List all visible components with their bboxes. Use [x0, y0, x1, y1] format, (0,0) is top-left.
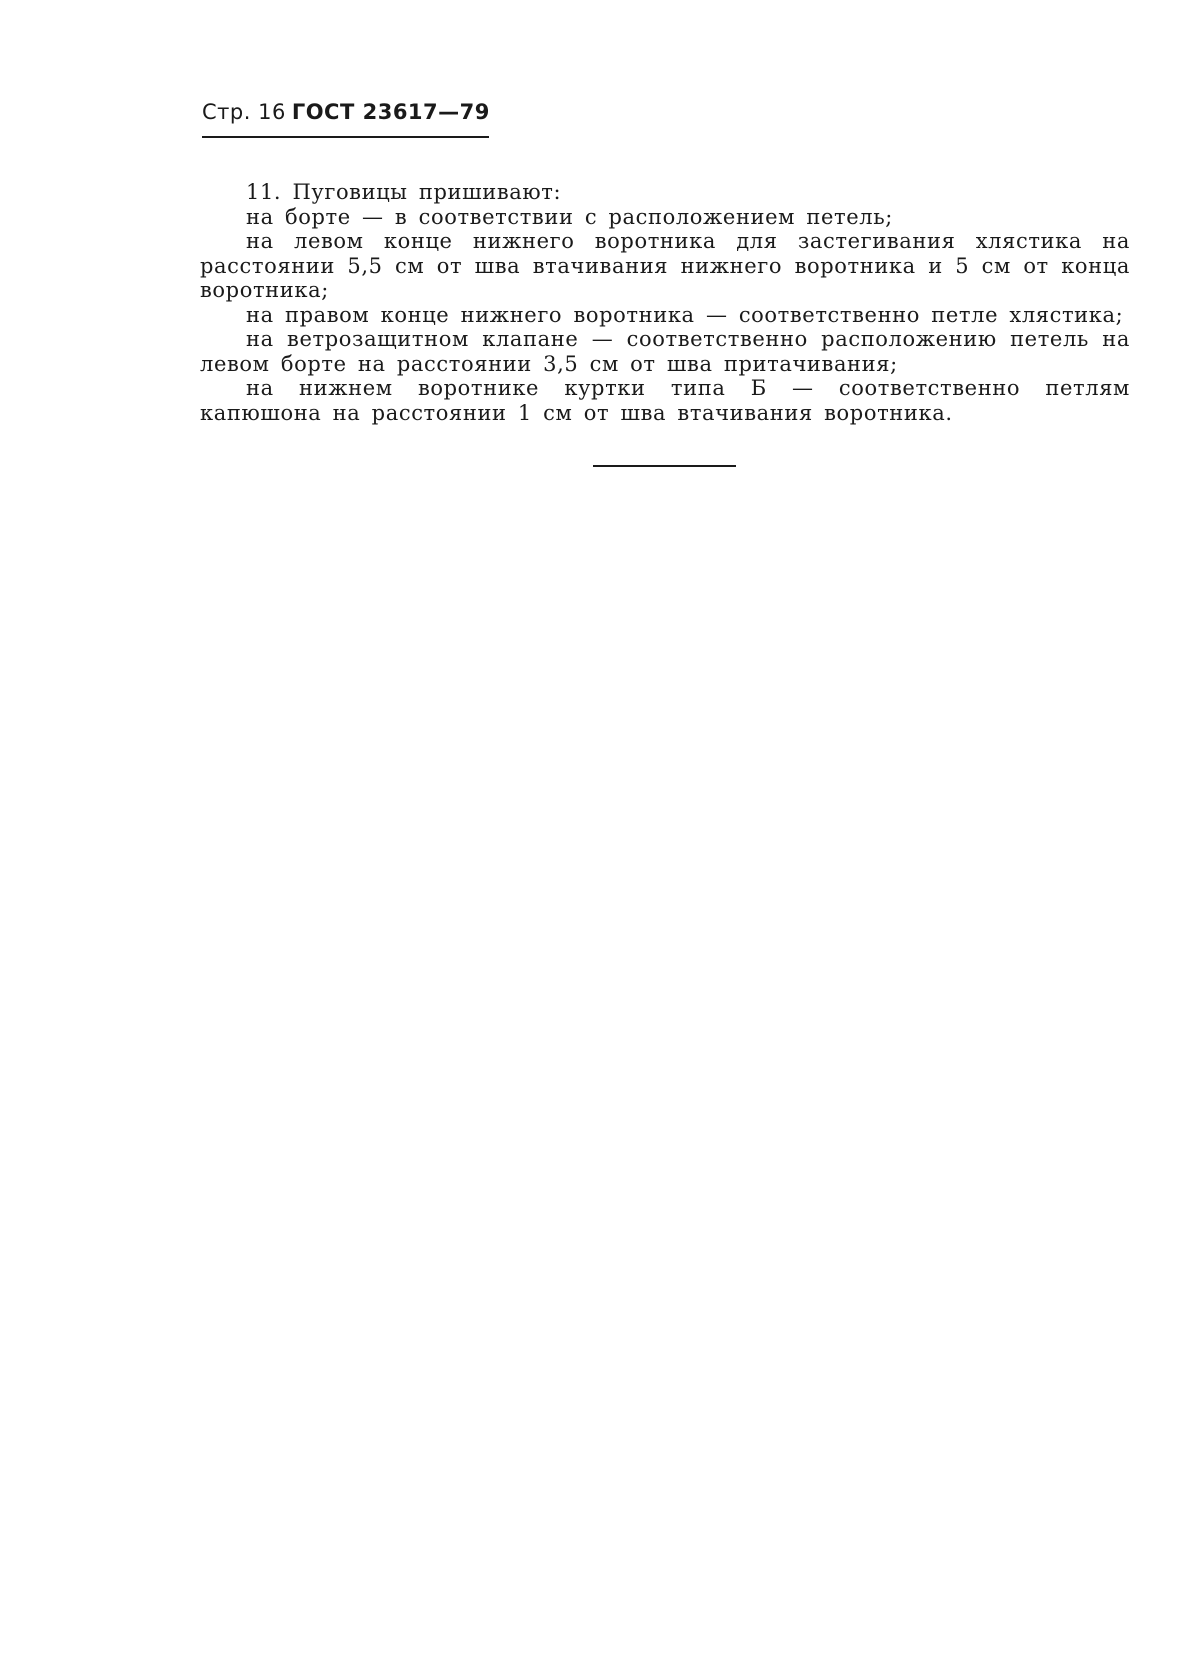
- end-rule: [593, 465, 736, 467]
- clause-item-left-collar: на левом конце нижнего воротника для застегивания хлястика на расстоянии 5,5 см от шва втачивания нижнего воротника и 5 см от конца воротника;: [200, 229, 1130, 302]
- header-text: [202, 100, 490, 124]
- page-number: Стр. 16: [202, 100, 286, 124]
- clause-item-right-collar: на правом конце нижнего воротника — соответственно петле хлястика;: [246, 302, 1124, 327]
- clause-item-wind-flap: на ветрозащитном клапане — соответственно расположению петель на левом борте на расстоянии 3,5 см от шва притачивания;: [200, 327, 1130, 376]
- header-rule: [202, 136, 489, 138]
- standard-number: ГОСТ 23617—79: [291, 100, 490, 124]
- clause-item-board: на борте — в соответствии с расположением петель;: [246, 204, 893, 229]
- clause-heading: 11. Пуговицы пришивают:: [246, 180, 562, 204]
- clause-item-hood: на нижнем воротнике куртки типа Б — соответственно петлям капюшона на расстоянии 1 см от шва втачивания воротника.: [200, 376, 1130, 425]
- page-header: [202, 100, 489, 140]
- document-body: [200, 180, 1130, 425]
